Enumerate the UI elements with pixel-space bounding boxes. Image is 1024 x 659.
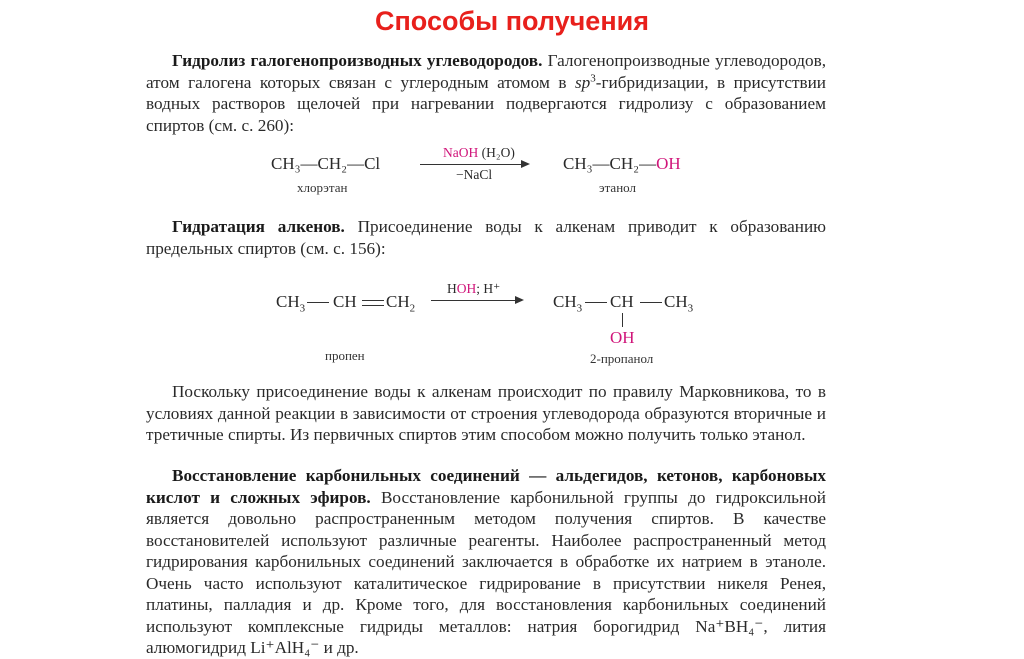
cond-oh: OH [456, 281, 477, 296]
reaction-arrow-1 [420, 164, 528, 165]
condition-naoh [443, 145, 515, 161]
ethanol-chain: CH₃—CH₂— [563, 154, 657, 173]
label-propene: пропен [325, 348, 365, 363]
bond-1 [585, 302, 607, 303]
single-bond [307, 302, 329, 303]
solvent-water: (H₂O) [478, 145, 515, 160]
reactant-chloroethane: CH₃—CH₂—Cl [271, 154, 381, 173]
propanol-oh: OH [610, 328, 635, 347]
product-ethanol [563, 154, 681, 174]
page-title: Способы получения [375, 6, 649, 36]
propanol-ch: CH [610, 292, 634, 311]
markovnikov-text: Поскольку присоединение воды к алкенам происходит по правилу Марковникова, то в условиях данной реакции в зависимости от строения углеводорода образуются вторичные и третичные спирты. Из первичных спиртов этим способом можно получить только этанол. [146, 382, 826, 444]
propene-ch: CH [333, 292, 357, 311]
paragraph-reduction [146, 465, 826, 659]
label-2-propanol: 2-пропанол [590, 351, 654, 366]
vertical-bond [622, 313, 623, 327]
condition-hoh [447, 281, 500, 297]
double-bond [362, 300, 384, 306]
cond-acid: ; H⁺ [476, 281, 501, 296]
reactant-propene: $CH_3$ [276, 292, 306, 315]
label-ethanol: этанол [599, 180, 636, 195]
sp-term: sp [574, 72, 591, 92]
propanol-ch3: $CH_3$ [664, 292, 694, 315]
reagent-naoh: NaOH [443, 145, 479, 160]
hydrolysis-text-1: Галогенопроизводные углеводородов, атом галогена которых связан с углеродным атомом в [146, 51, 826, 92]
sp-superscript: 3 [590, 71, 596, 84]
hydration-text: Присоединение воды к алкенам приводит к образованию предельных спиртов (см. с. 156): [146, 217, 826, 258]
bond-2 [640, 302, 662, 303]
reduction-text: Восстановление карбонильной группы до гидроксильной является довольно распространенным методом получения спиртов. В качестве восстановителей используют различные реагенты. Наиболее распространенный метод гидрирования карбонильных соединений заключается в обработке их натрием в этаноле. Очень часто используют каталитическое гидрирование в присутствии никеля Ренея, платины, палладия и др. Кроме того, для восстановления карбонильных соединений используют комплексные гидриды металлов: натрия борогидрид Na⁺BH₄⁻, лития алюмогидрид Li⁺AlH₄⁻ и др. [146, 487, 826, 657]
heading-reduction: Восстановление карбонильных соединений — альдегидов, кетонов, карбоновых кислот и сложных эфиров. [146, 466, 826, 507]
paragraph-markovnikov [146, 381, 826, 446]
paragraph-hydration [146, 216, 826, 259]
propene-ch2: $CH_2$ [386, 292, 416, 315]
label-chloroethane: хлорэтан [297, 180, 348, 195]
reaction-arrow-2 [431, 300, 522, 301]
ethanol-oh: OH [656, 154, 681, 173]
heading-hydration: Гидратация алкенов. [172, 217, 345, 236]
heading-hydrolysis: Гидролиз галогенопроизводных углеводородов. [172, 51, 543, 70]
product-2-propanol: $CH_3$ [553, 292, 583, 315]
cond-h: H [447, 281, 457, 296]
paragraph-hydrolysis [146, 50, 826, 136]
hydrolysis-text-2: -гибридизации, в присутствии водных растворов щелочей при нагревании подвергаются гидролизу с образованием спиртов (см. с. 260): [146, 72, 827, 135]
byproduct-nacl: −NaCl [456, 167, 493, 182]
